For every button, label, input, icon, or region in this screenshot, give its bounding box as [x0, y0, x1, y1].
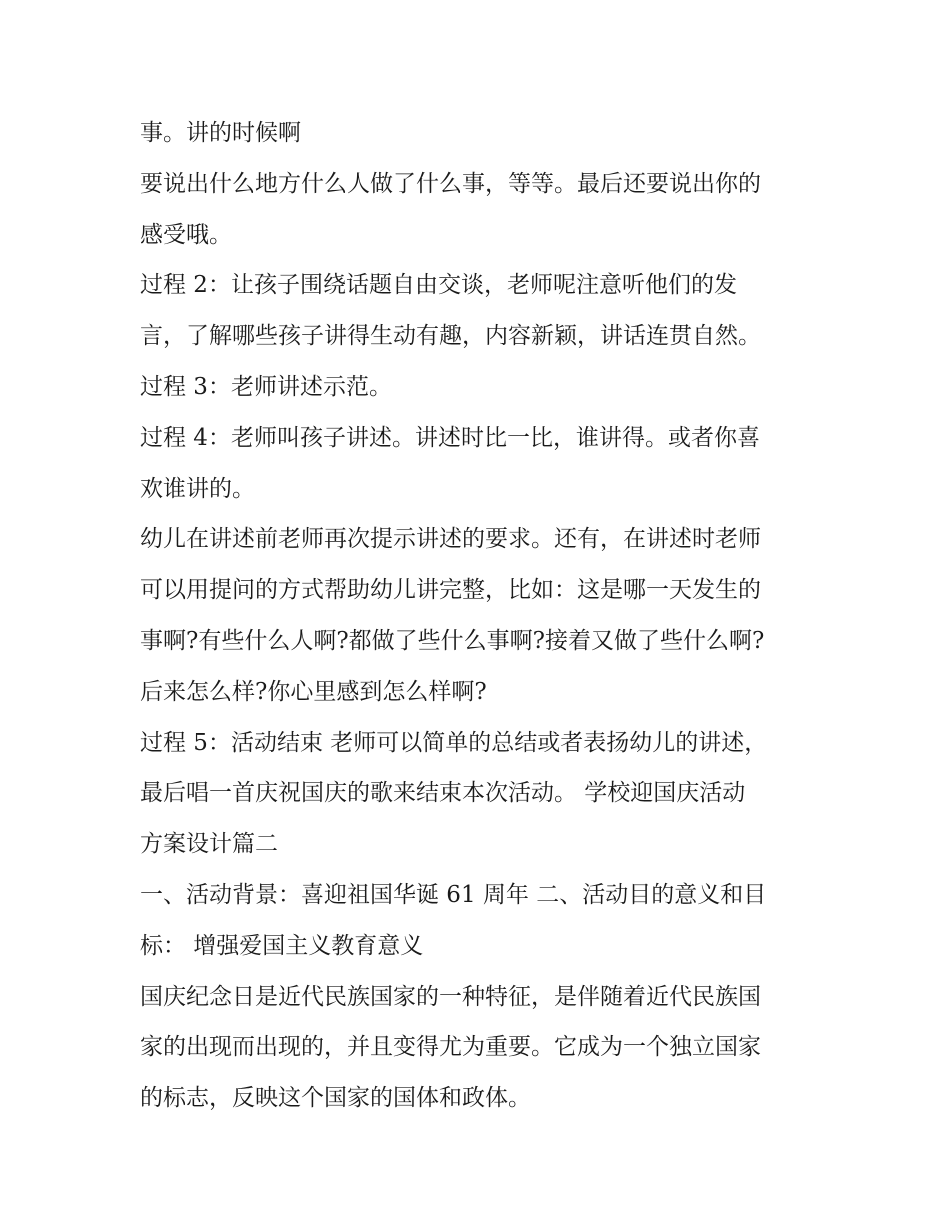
text-line: 过程 4：老师叫孩子讲述。讲述时比一比，谁讲得。或者你喜: [140, 424, 760, 451]
text-line: 欢谁讲的。: [140, 475, 255, 502]
text-line: 事。讲的时候啊: [140, 120, 301, 146]
text-line: 国庆纪念日是近代民族国家的一种特征，是伴随着近代民族国: [140, 983, 761, 1010]
text-line: 标： 增强爱国主义教育意义: [140, 932, 424, 959]
text-line: 幼儿在讲述前老师再次提示讲述的要求。还有，在讲述时老师: [140, 526, 761, 553]
text-line: 最后唱一首庆祝国庆的歌来结束本次活动。 学校迎国庆活动: [140, 780, 746, 807]
text-line: 感受哦。: [140, 221, 232, 248]
text-line: 后来怎么样?你心里感到怎么样啊?: [140, 678, 487, 705]
text-line: 要说出什么地方什么人做了什么事，等等。最后还要说出你的: [140, 170, 761, 197]
document-body: [140, 108, 840, 1124]
text-line: 过程 3：老师讲述示范。: [140, 373, 392, 400]
text-line: 的标志，反映这个国家的国体和政体。: [140, 1085, 531, 1112]
text-line: 过程 2：让孩子围绕话题自由交谈，老师呢注意听他们的发: [140, 272, 737, 299]
text-line: 过程 5：活动结束 老师可以简单的总结或者表扬幼儿的讲述，: [140, 729, 768, 756]
text-line: 一、活动背景：喜迎祖国华诞 61 周年 二、活动目的意义和目: [140, 881, 767, 908]
text-line: 家的出现而出现的，并且变得尤为重要。它成为一个独立国家: [140, 1034, 761, 1061]
text-line: 可以用提问的方式帮助幼儿讲完整，比如：这是哪一天发生的: [140, 577, 761, 604]
text-line: 方案设计篇二: [140, 831, 278, 858]
text-line: 言，了解哪些孩子讲得生动有趣，内容新颖，讲话连贯自然。: [140, 323, 761, 350]
text-line: 事啊?有些什么人啊?都做了些什么事啊?接着又做了些什么啊?: [140, 627, 765, 654]
